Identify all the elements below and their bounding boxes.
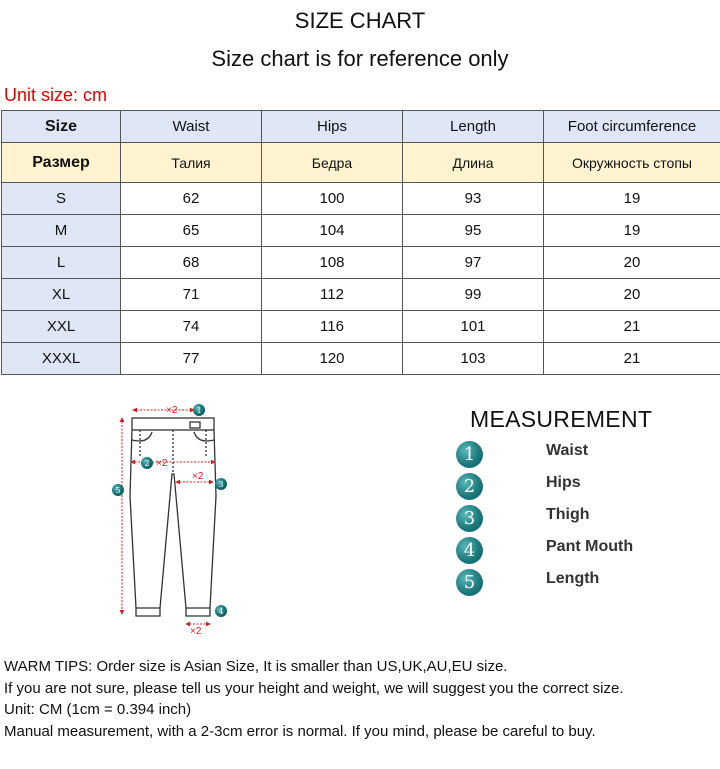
table-cell: 95 <box>403 215 544 247</box>
table-row <box>2 183 720 215</box>
size-cell: M <box>2 215 121 247</box>
header-cell: Foot circumference <box>544 111 720 143</box>
measurement-item <box>456 569 706 599</box>
table-cell: 19 <box>544 215 720 247</box>
warm-tips <box>4 656 716 742</box>
tip-line: If you are not sure, please tell us your height and weight, we will suggest you the correct size. <box>4 679 624 697</box>
measurement-title: MEASUREMENT <box>470 406 653 432</box>
number-badge: 3 <box>456 505 483 532</box>
svg-text:2: 2 <box>144 459 150 468</box>
unit-note: Unit size: cm <box>4 85 108 105</box>
table-cell: 100 <box>262 183 403 215</box>
marker-1 <box>193 404 205 416</box>
header-cell: Бедра <box>262 143 403 183</box>
measurement-item <box>456 537 706 567</box>
marker-3 <box>215 478 227 490</box>
table-cell: 99 <box>403 279 544 311</box>
table-cell: 112 <box>262 279 403 311</box>
table-row <box>2 215 720 247</box>
measurement-item <box>456 505 706 535</box>
table-cell: 77 <box>121 343 262 375</box>
measurement-label: Pant Mouth <box>546 538 634 555</box>
size-cell: S <box>2 183 121 215</box>
table-cell: 120 <box>262 343 403 375</box>
header-cell: Size <box>2 111 121 143</box>
times-label: ×2 <box>192 471 204 482</box>
times-label: ×2 <box>190 626 202 637</box>
header-cell: Окружность стопы <box>544 143 720 183</box>
size-cell: XXXL <box>2 343 121 375</box>
table-cell: 68 <box>121 247 262 279</box>
table-cell: 21 <box>544 311 720 343</box>
times-label: ×2 <box>166 405 178 416</box>
size-cell: XL <box>2 279 121 311</box>
table-row <box>2 279 720 311</box>
measurement-label: Waist <box>546 442 589 459</box>
svg-text:3: 3 <box>218 480 224 489</box>
table-cell: 93 <box>403 183 544 215</box>
table-cell: 97 <box>403 247 544 279</box>
page-title: SIZE CHART <box>294 8 426 33</box>
measurement-item <box>456 441 706 471</box>
svg-text:1: 1 <box>196 406 202 415</box>
svg-text:4: 4 <box>218 607 224 616</box>
header-cell: Талия <box>121 143 262 183</box>
marker-2 <box>141 457 153 469</box>
header-cell: Waist <box>121 111 262 143</box>
table-cell: 108 <box>262 247 403 279</box>
table-cell: 71 <box>121 279 262 311</box>
table-row <box>2 343 720 375</box>
header-cell: Длина <box>403 143 544 183</box>
number-badge: 1 <box>456 441 483 468</box>
pants-outline <box>130 418 216 616</box>
marker-5 <box>112 484 124 496</box>
size-cell: XXL <box>2 311 121 343</box>
number-badge: 2 <box>456 473 483 500</box>
pants-diagram <box>100 396 250 641</box>
measurement-label: Thigh <box>546 506 590 523</box>
table-cell: 20 <box>544 279 720 311</box>
number-badge: 5 <box>456 569 483 596</box>
measurement-label: Hips <box>546 474 581 491</box>
table-cell: 19 <box>544 183 720 215</box>
table-row <box>2 311 720 343</box>
table-cell: 103 <box>403 343 544 375</box>
page-subtitle: Size chart is for reference only <box>211 46 509 71</box>
measurement-item <box>456 473 706 503</box>
table-cell: 116 <box>262 311 403 343</box>
table-cell: 62 <box>121 183 262 215</box>
times-label: ×2 <box>156 458 168 469</box>
header-row-english <box>2 111 720 143</box>
size-cell: L <box>2 247 121 279</box>
header-cell: Hips <box>262 111 403 143</box>
table-row <box>2 247 720 279</box>
table-cell: 65 <box>121 215 262 247</box>
tip-line: Unit: CM (1cm = 0.394 inch) <box>4 701 192 718</box>
marker-4 <box>215 605 227 617</box>
table-cell: 21 <box>544 343 720 375</box>
measurement-label: Length <box>546 570 600 587</box>
header-cell: Размер <box>2 143 121 183</box>
svg-text:5: 5 <box>115 486 121 495</box>
table-cell: 104 <box>262 215 403 247</box>
table-cell: 74 <box>121 311 262 343</box>
tip-line: WARM TIPS: Order size is Asian Size, It is smaller than US,UK,AU,EU size. <box>4 658 508 675</box>
number-badge: 4 <box>456 537 483 564</box>
header-row-russian <box>2 143 720 183</box>
table-cell: 101 <box>403 311 544 343</box>
size-table <box>1 110 720 375</box>
tip-line: Manual measurement, with a 2-3cm error is normal. If you mind, please be careful to buy. <box>4 722 596 740</box>
header-cell: Length <box>403 111 544 143</box>
table-cell: 20 <box>544 247 720 279</box>
